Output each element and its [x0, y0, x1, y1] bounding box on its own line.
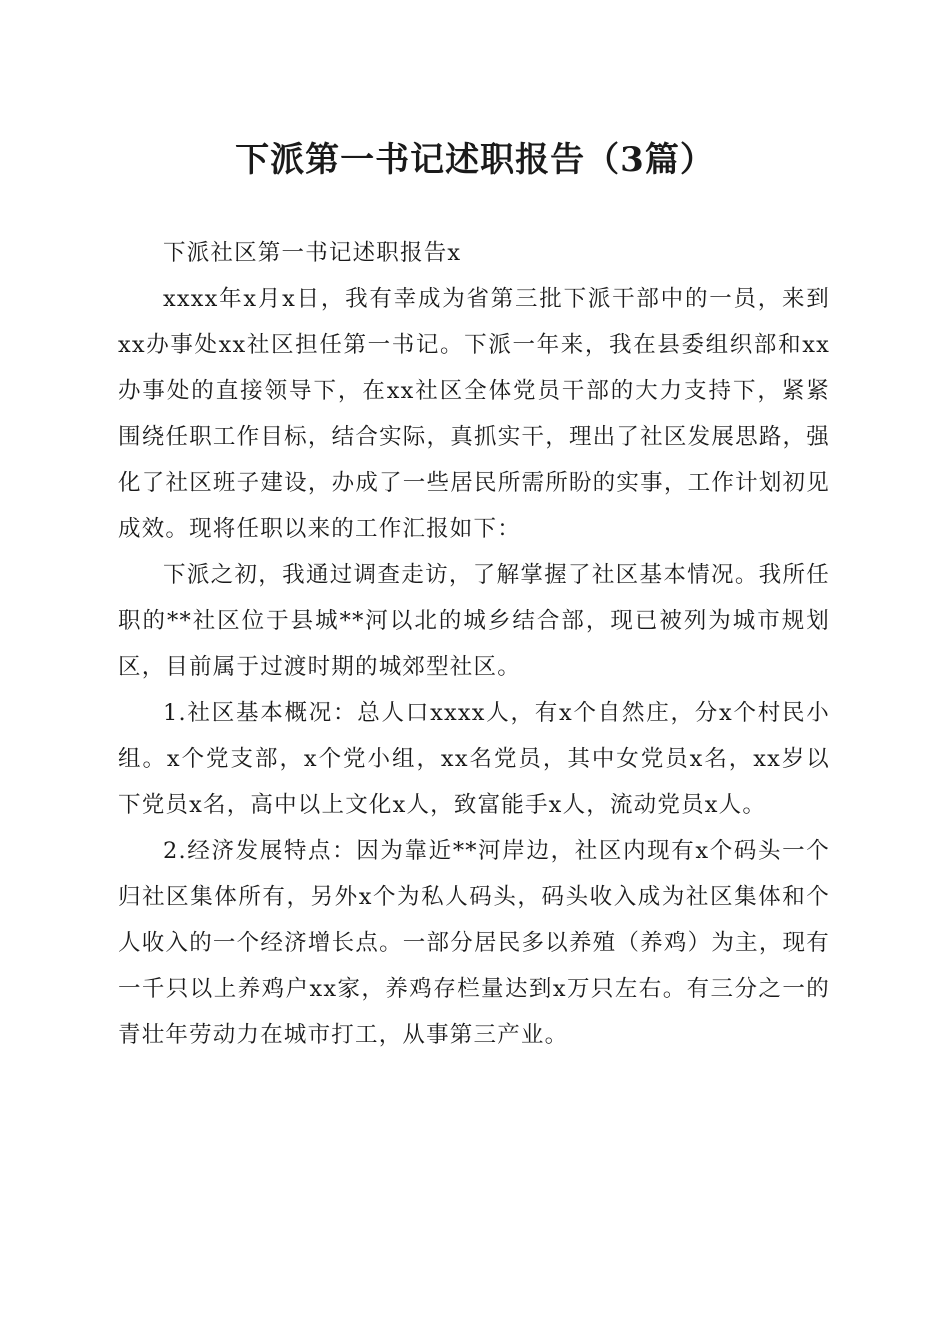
document-body [118, 230, 830, 1058]
paragraph-subtitle: 下派社区第一书记述职报告x [163, 240, 462, 266]
paragraph-intro: xxxx年x月x日，我有幸成为省第三批下派干部中的一员，来到xx办事处xx社区担任第一书记。下派一年来，我在县委组织部和xx办事处的直接领导下，在xx社区全体党员干部的大力支持下，紧紧围绕任职工作目标，结合实际，真抓实干，理出了社区发展思路，强化了社区班子建设，办成了一些居民所需所盼的实事，工作计划初见成效。现将任职以来的工作汇报如下： [118, 286, 830, 542]
paragraph-situation: 下派之初，我通过调查走访，了解掌握了社区基本情况。我所任职的**社区位于县城**河以北的城乡结合部，现已被列为城市规划区，目前属于过渡时期的城郊型社区。 [118, 562, 830, 680]
paragraph-overview: 1.社区基本概况：总人口xxxx人，有x个自然庄，分x个村民小组。x个党支部，x个党小组，xx名党员，其中女党员x名，xx岁以下党员x名，高中以上文化x人，致富能手x人，流动党员x人。 [118, 700, 830, 818]
document-title: 下派第一书记述职报告（3篇） [235, 140, 715, 180]
paragraph-economy: 2.经济发展特点：因为靠近**河岸边，社区内现有x个码头一个归社区集体所有，另外x个为私人码头，码头收入成为社区集体和个人收入的一个经济增长点。一部分居民多以养殖（养鸡）为主，现有一千只以上养鸡户xx家，养鸡存栏量达到x万只左右。有三分之一的青壮年劳动力在城市打工，从事第三产业。 [118, 838, 830, 1048]
